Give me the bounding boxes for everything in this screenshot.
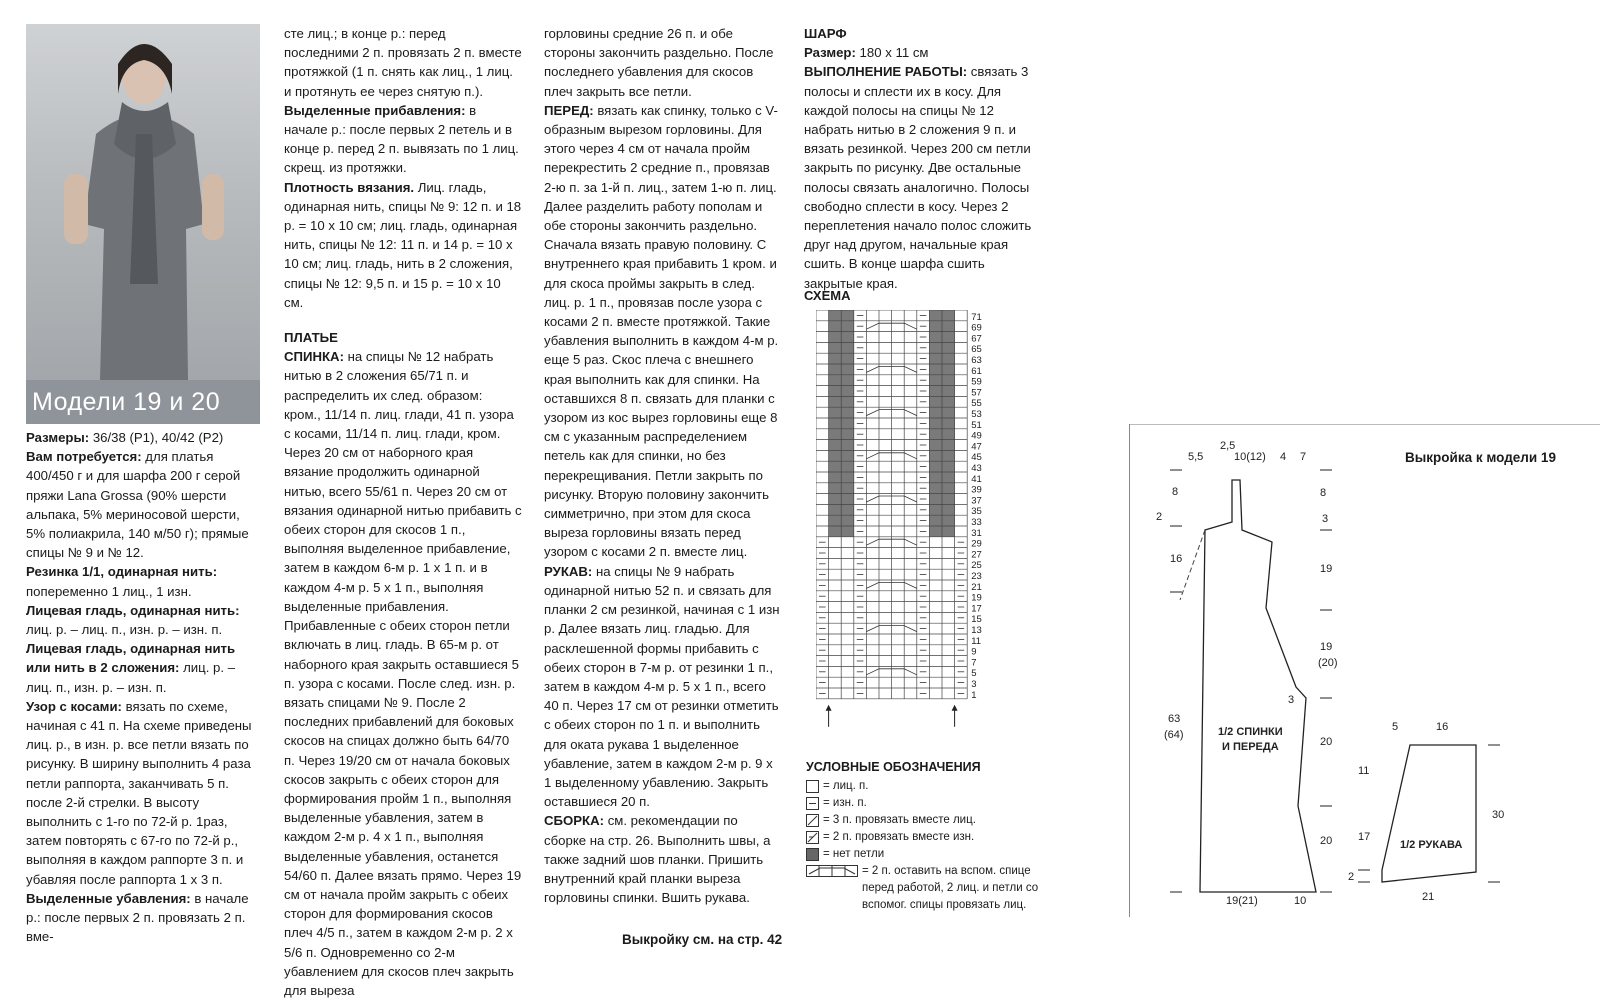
model-figure-illustration — [26, 24, 260, 380]
cable-symbol-icon — [806, 865, 858, 883]
legend-text-purl: = изн. п. — [823, 797, 867, 809]
text-sizes: 36/38 (Р1), 40/42 (Р2) — [89, 430, 224, 445]
paragraph-back-cont: горловины средние 26 п. и обе стороны закончить раздельно. После последнего убавления для скосов плеч закрыть все петли. — [544, 26, 774, 99]
dim-top-4: 4 — [1280, 451, 1287, 463]
label-front: ПЕРЕД: — [544, 102, 594, 118]
dim-sleeve-30: 30 — [1492, 809, 1505, 821]
repeat-arrow-head — [952, 705, 958, 711]
row-number: 33 — [971, 517, 982, 528]
dim-left-64: (64) — [1164, 729, 1184, 741]
legend-item-knit — [806, 778, 1046, 795]
legend-item-k3tog — [806, 812, 1046, 829]
heading-scarf: ШАРФ — [804, 26, 847, 41]
row-number: 61 — [971, 365, 982, 377]
label-back: СПИНКА: — [284, 349, 344, 365]
label-scarf-work: ВЫПОЛНЕНИЕ РАБОТЫ: — [804, 64, 968, 80]
dim-left-63: 63 — [1168, 713, 1181, 725]
row-number: 5 — [971, 668, 977, 680]
heading-dress: ПЛАТЬЕ — [284, 330, 338, 346]
dim-right-20b: 20 — [1320, 835, 1333, 847]
label-sizes: Размеры: — [26, 430, 90, 445]
text-scarf-work: связать 3 полосы и сплести их в косу. Для каждой полосы на спицы № 12 набрать нитью в 2 сложения 9 п. и вязать резинкой. Через 200 см петли закрыть по рисунку. Две остальные полосы связать аналогично. Полосы свободно сплести в косу. Через 2 переплетения начало полос сложить друг над другом, начальные края сшить. В конце шарфа сшить закрытые края. — [804, 64, 1032, 291]
dim-sleeve-16: 16 — [1436, 721, 1449, 733]
dim-right-20-paren: (20) — [1318, 657, 1338, 669]
row-number: 65 — [971, 344, 982, 356]
dim-right-3: 3 — [1322, 513, 1329, 525]
row-number: 69 — [971, 322, 982, 334]
p2tog-symbol-icon — [806, 831, 819, 844]
dim-right-20a: 20 — [1320, 736, 1333, 748]
row-number: 59 — [971, 376, 982, 388]
label-stockinette-2: Лицевая гладь, одинарная нить или нить в 2 сложения: — [26, 641, 236, 676]
paragraph-stockinette-2 — [26, 639, 262, 697]
row-number: 27 — [971, 549, 982, 561]
row-number: 37 — [971, 495, 982, 507]
row-number: 43 — [971, 463, 982, 474]
paragraph-sleeve — [544, 562, 782, 812]
paragraph-scarf-work — [804, 62, 1042, 292]
legend-text-cable: = 2 п. оставить на вспом. спице перед работой, 2 лиц. и петли со вспомог. спицы провязать лиц. — [862, 865, 1039, 911]
body-label-line-2: И ПЕРЕДА — [1222, 741, 1279, 753]
paragraph-stockinette — [26, 601, 262, 639]
paragraph-cable — [26, 697, 262, 889]
dim-sleeve-11: 11 — [1358, 765, 1370, 777]
legend-item-cable — [806, 863, 1046, 914]
text-gauge: Лиц. гладь, одинарная нить, спицы № 9: 12 п. и 18 р. = 10 х 10 см; лиц. гладь, одинарная нить, спицы № 12: 11 п. и 14 р. = 10 х 10 см; лиц. гладь, нить в 2 сложения, спицы № 12: 9,5 п. и 15 р. = 10 х 10 см. — [284, 179, 522, 310]
row-number: 45 — [971, 452, 982, 464]
row-number: 19 — [971, 592, 982, 604]
dim-top-10-12: 10(12) — [1234, 451, 1266, 463]
label-increases: Выделенные прибавления: — [284, 102, 466, 118]
chart-row-numbers — [971, 312, 982, 701]
row-number: 41 — [971, 473, 982, 485]
dim-sleeve-21: 21 — [1422, 891, 1435, 903]
model-photo — [26, 24, 260, 424]
dim-top-7: 7 — [1300, 451, 1307, 463]
pattern-title: Выкройка к модели 19 — [1405, 450, 1556, 465]
sleeve-label: 1/2 РУКАВА — [1400, 839, 1463, 851]
row-number: 35 — [971, 506, 982, 518]
photo-caption: Модели 19 и 20 — [26, 380, 260, 424]
dim-right-19a: 19 — [1320, 563, 1333, 575]
knit-symbol-icon — [806, 780, 819, 793]
dim-sleeve-2: 2 — [1348, 871, 1355, 883]
sewing-pattern — [1150, 440, 1590, 920]
dim-right-19b: 19 — [1320, 641, 1333, 653]
paragraph-back — [284, 347, 522, 1000]
label-gauge: Плотность вязания. — [284, 179, 415, 195]
purl-symbol-icon — [806, 797, 819, 810]
text-decreases: в начале р.: после первых 2 п. провязать 2 п. вме- — [26, 890, 249, 945]
dim-bottom-10: 10 — [1294, 895, 1307, 907]
text-back: на спицы № 12 набрать нитью в 2 сложения 65/71 п. и распределить их след. образом: кром., 11/14 п. лиц. глади, 41 п. узора с косами, 11/14 п. лиц. глади, кром. Через 20 см от наборного края вязание продолжить одинарной нитью, всего 55/61 п. Через 20 см от вязания одинарной нитью прибавить с обеих сторон для скосов 1 п., выполняя выделенное прибавление, затем в каждом 6-м р. 1 х 1 п. и в каждом 4-м р. 5 х 1 п., выполняя выделенные прибавления. Прибавленные с обеих сторон петли включать в лиц. гладь. В 65-м р. от наборного края закрыть оставшиеся 5 п. узора с косами. После след. изн. р. вязать спицами № 9. После 2 последних прибавлений для боковых скосов на спицах должно быть 64/70 п. Через 19/20 см от начала боковых скосов закрыть с обеих сторон для формирования пройм 1 п., выполняя выделенные убавления, затем в каждом 2-м р. 4 х 1 п., выполняя выделенные убавления, останется 54/60 п. Далее вязать прямо. Через 19 см от начала пройм закрыть с обеих сторон для формирования скосов плеч 4/5 п., затем в каждом 2-м р. 2 х 5/6 п. Одновременно со 2-м убавлением для скосов плеч закрыть для выреза — [284, 349, 522, 998]
row-number: 57 — [971, 387, 982, 399]
legend-text-no-stitch: = нет петли — [823, 848, 885, 860]
paragraph-decreases-cont: сте лиц.; в конце р.: перед последними 2 п. провязать 2 п. вместе протяжкой (1 п. снять как лиц., 1 лиц. и протянуть ее через снятую п.). — [284, 26, 522, 99]
no-stitch-symbol-icon — [806, 848, 819, 861]
legend-item-no-stitch — [806, 846, 1046, 863]
text-cable: вязать по схеме, начиная с 41 п. На схеме приведены лиц. р., в изн. р. все петли вязать по рисунку. В ширину выполнить 4 раза петли раппорта, заканчивать 5 п. после 2-й стрелки. В высоту выполнить с 1-го по 72-й р. 1раз, затем повторять с 67-го по 72-й р., выполняя в каждом раппорте 3 п. и убавляя после раппорта 1 х 3 п. — [26, 698, 252, 887]
text-rib: попеременно 1 лиц., 1 изн. — [26, 583, 192, 599]
row-number: 15 — [971, 614, 982, 626]
dim-top-5-5: 5,5 — [1188, 451, 1204, 463]
see-page-note: Выкройку см. на стр. 42 — [622, 932, 783, 947]
dim-side-3: 3 — [1288, 694, 1295, 706]
legend-text-k3tog: = 3 п. провязать вместе лиц. — [823, 814, 976, 826]
row-number: 39 — [971, 484, 982, 496]
paragraph-assembly — [544, 811, 782, 907]
dim-left-2: 2 — [1156, 511, 1163, 523]
label-materials: Вам потребуется: — [26, 449, 142, 465]
text-increases: в начале р.: после первых 2 петель и в конце р. перед 2 п. вывязать по 1 лиц. скрещ. из протяжки. — [284, 102, 519, 176]
row-number: 21 — [971, 581, 982, 593]
text-stockinette: лиц. р. – лиц. п., изн. р. – изн. п. — [26, 622, 223, 638]
legend-title: УСЛОВНЫЕ ОБОЗНАЧЕНИЯ — [806, 760, 981, 774]
row-number: 13 — [971, 625, 982, 636]
dim-bottom-19-21: 19(21) — [1226, 895, 1258, 907]
paragraph-rib — [26, 562, 262, 600]
label-stockinette: Лицевая гладь, одинарная нить: — [26, 602, 240, 618]
sleeve-outline — [1382, 745, 1476, 882]
row-number: 1 — [971, 689, 977, 701]
pattern-top-rule — [1129, 424, 1600, 425]
chart-grid-lines — [816, 310, 967, 727]
body-label-line-1: 1/2 СПИНКИ — [1218, 726, 1283, 738]
text-stockinette-2: лиц. р. – лиц. п., изн. р. – изн. п. — [26, 660, 236, 695]
row-number: 25 — [971, 560, 982, 572]
label-assembly: СБОРКА: — [544, 813, 605, 829]
row-number: 55 — [971, 398, 982, 410]
paragraph-gauge — [284, 178, 522, 312]
row-number: 31 — [971, 527, 982, 539]
body-outline — [1200, 480, 1316, 892]
label-scarf-size: Размер: — [804, 45, 856, 61]
row-number: 47 — [971, 441, 982, 453]
row-number: 71 — [971, 311, 982, 323]
legend-item-p2tog — [806, 829, 1046, 846]
scheme-label: СХЕМА — [804, 288, 851, 303]
label-decreases: Выделенные убавления: — [26, 890, 191, 906]
row-number: 49 — [971, 430, 982, 442]
dim-sleeve-17: 17 — [1358, 831, 1371, 843]
legend — [806, 760, 1046, 914]
dim-right-8: 8 — [1320, 487, 1327, 499]
row-number: 53 — [971, 409, 982, 420]
text-column-3 — [544, 24, 782, 907]
text-column-1 — [26, 428, 262, 946]
row-number: 3 — [971, 679, 977, 690]
k3tog-symbol-icon — [806, 814, 819, 827]
row-number: 63 — [971, 355, 982, 366]
text-column-4 — [804, 24, 1042, 293]
paragraph-materials — [26, 447, 262, 562]
repeat-arrow-head — [826, 705, 832, 711]
text-materials: для платья 400/450 г и для шарфа 200 г серой пряжи Lana Grossa (90% шерсти альпака, 5% мериносовой шерсти, 5% полиакрила, 140 м/50 г); прямые спицы № 9 и № 12. — [26, 449, 249, 561]
text-front: вязать как спинку, только с V-образным вырезом горловины. Для этого через 4 см от начала пройм перекрестить 2 средние п., провязав 2-ю п. за 1-й п. лиц., затем 1-ю п. лиц. Далее разделить работу пополам и обе стороны закончить раздельно. Сначала вязать правую половину. С внутреннего края прибавить 1 кром. и для скоса проймы закрыть в след. лиц. р. 1 п., провязав после узора с косами 2 п. вместе протяжкой. Такие убавления выполнить в каждом 4-м р. еще 5 раз. Скос плеча с внешнего края выполнить как для спинки. На оставшихся 8 п. связать для планки с узором из кос вырез горловины еще 8 см с указанным распределением петель как для спинки, но без перекрещивания. Петли закрыть по рисунку. Вторую половину закончить симметрично, при этом для скоса выреза горловины вязать перед узором с косами 2 п. вместе лиц. — [544, 102, 779, 560]
text-scarf-size: 180 х 11 см — [855, 45, 929, 61]
legend-text-knit: = лиц. п. — [823, 780, 869, 792]
paragraph-increases — [284, 101, 522, 178]
dim-sleeve-5: 5 — [1392, 721, 1399, 733]
paragraph-front — [544, 101, 782, 562]
row-number: 11 — [971, 635, 982, 647]
row-number: 17 — [971, 603, 982, 615]
row-number: 67 — [971, 333, 982, 345]
dim-top-2-5: 2,5 — [1220, 440, 1236, 452]
paragraph-decreases — [26, 889, 262, 947]
row-number: 29 — [971, 538, 982, 550]
legend-item-purl — [806, 795, 1046, 812]
pattern-divider — [1129, 424, 1130, 917]
row-number: 51 — [971, 419, 982, 431]
row-number: 7 — [971, 657, 977, 669]
label-rib: Резинка 1/1, одинарная нить: — [26, 564, 218, 580]
paragraph-scarf-size — [804, 43, 1042, 62]
row-number: 23 — [971, 571, 982, 582]
front-neckline — [1180, 530, 1205, 600]
legend-text-p2tog: = 2 п. провязать вместе изн. — [823, 831, 975, 843]
row-number: 9 — [971, 646, 977, 658]
label-sleeve: РУКАВ: — [544, 563, 593, 579]
text-column-2 — [284, 24, 522, 1000]
dim-left-16: 16 — [1170, 553, 1183, 565]
label-cable: Узор с косами: — [26, 698, 122, 714]
paragraph-sizes — [26, 428, 262, 447]
text-assembly: см. рекомендации по сборке на стр. 26. Выполнить швы, а также задний шов планки. Пришить внутренний край планки выреза горловины спинки. Вшить рукава. — [544, 813, 771, 906]
knitting-chart — [816, 310, 1016, 740]
text-sleeve: на спицы № 9 набрать одинарной нитью 52 п. и связать для планки 2 см резинкой, начиная с 1 изн р. Далее вязать лиц. гладью. Для расклешенной формы прибавить с обеих сторон в 7-м р. от резинки 1 п., затем в каждом 4-м р. 5 х 1 п., всего 40 п. Через 17 см от резинки отметить с обеих сторон по 1 п. и выполнить для оката рукава 1 выделенное убавление, затем в каждом 2-м р. 9 х 1 выделенному убавлению. Закрыть оставшиеся 20 п. — [544, 563, 780, 810]
dim-left-8: 8 — [1172, 486, 1179, 498]
